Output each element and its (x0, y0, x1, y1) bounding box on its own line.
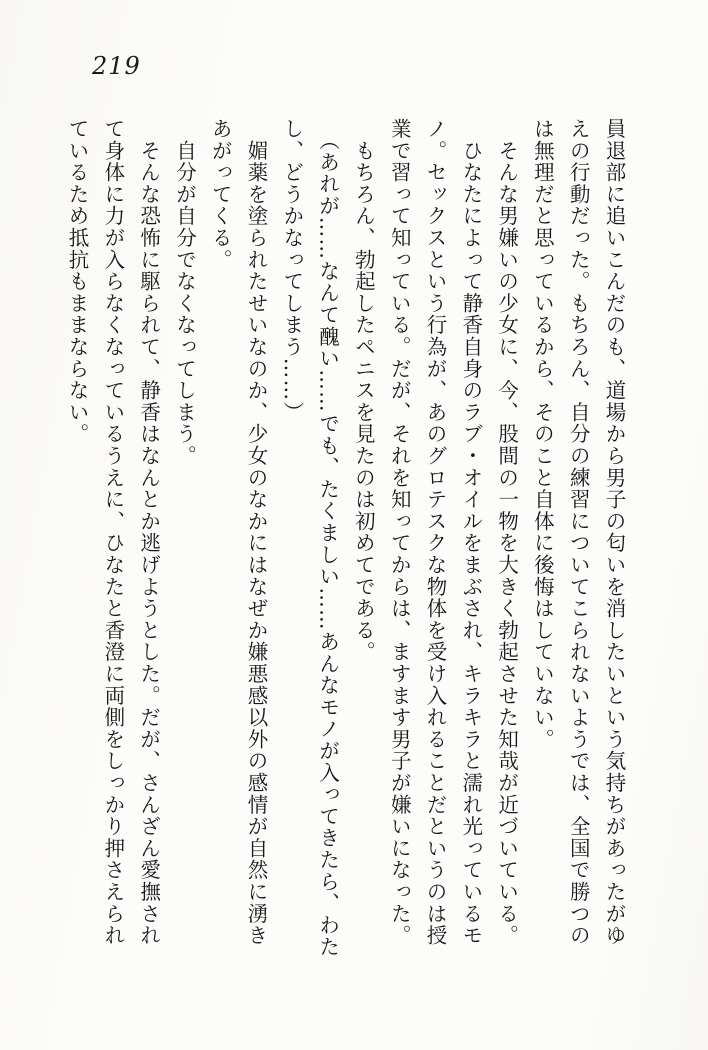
text-line: あがってくる。 (208, 118, 233, 271)
text-line: えの行動だった。もちろん、自分の練習についてこられないようでは、全国で勝つの (566, 118, 591, 947)
text-line: 員退部に追いこんだのも、道場から男子の匂いを消したいという気持ちがあったがゆ (602, 118, 626, 947)
text-line: （あれが……なんて醜い……でも、たくましい……あんなモノが入ってきたら、わた (315, 118, 340, 958)
text-line: は無理だと思っているから、そのこと自体に後悔はしていない。 (530, 118, 555, 751)
text-line: 媚薬を塗られたせいなのか、少女のなかにはなぜか嫌悪感以外の感情が自然に湧き (244, 118, 269, 947)
text-line: て身体に力が入らなくなっているうえに、ひなたと香澄に両側をしっかり押さえられ (100, 118, 125, 947)
text-line: もちろん、勃起したペニスを見たのは初めてである。 (351, 118, 376, 663)
text-line: 業で習って知っている。だが、それを知ってからは、ますます男子が嫌いになった。 (387, 118, 412, 947)
text-line: ているため抵抗もままならない。 (65, 118, 90, 445)
text-line: ひなたによって静香自身のラブ・オイルをまぶされ、キラキラと濡れ光っているモ (458, 118, 483, 947)
text-line: し、どうかなってしまう……） (279, 118, 304, 424)
page-number: 219 (92, 52, 141, 80)
text-line: 自分が自分でなくなってしまう。 (172, 118, 197, 467)
text-line: ノ。セックスという行為が、あのグロテスクな物体を受け入れることだというのは授 (423, 118, 448, 947)
text-line: そんな男嫌いの少女に、今、股間の一物を大きく勃起させた知哉が近づいている。 (494, 118, 519, 947)
text-line: そんな恐怖に駆られて、静香はなんとか逃げようとした。だが、さんざん愛撫され (136, 118, 161, 947)
body-text (58, 118, 631, 958)
